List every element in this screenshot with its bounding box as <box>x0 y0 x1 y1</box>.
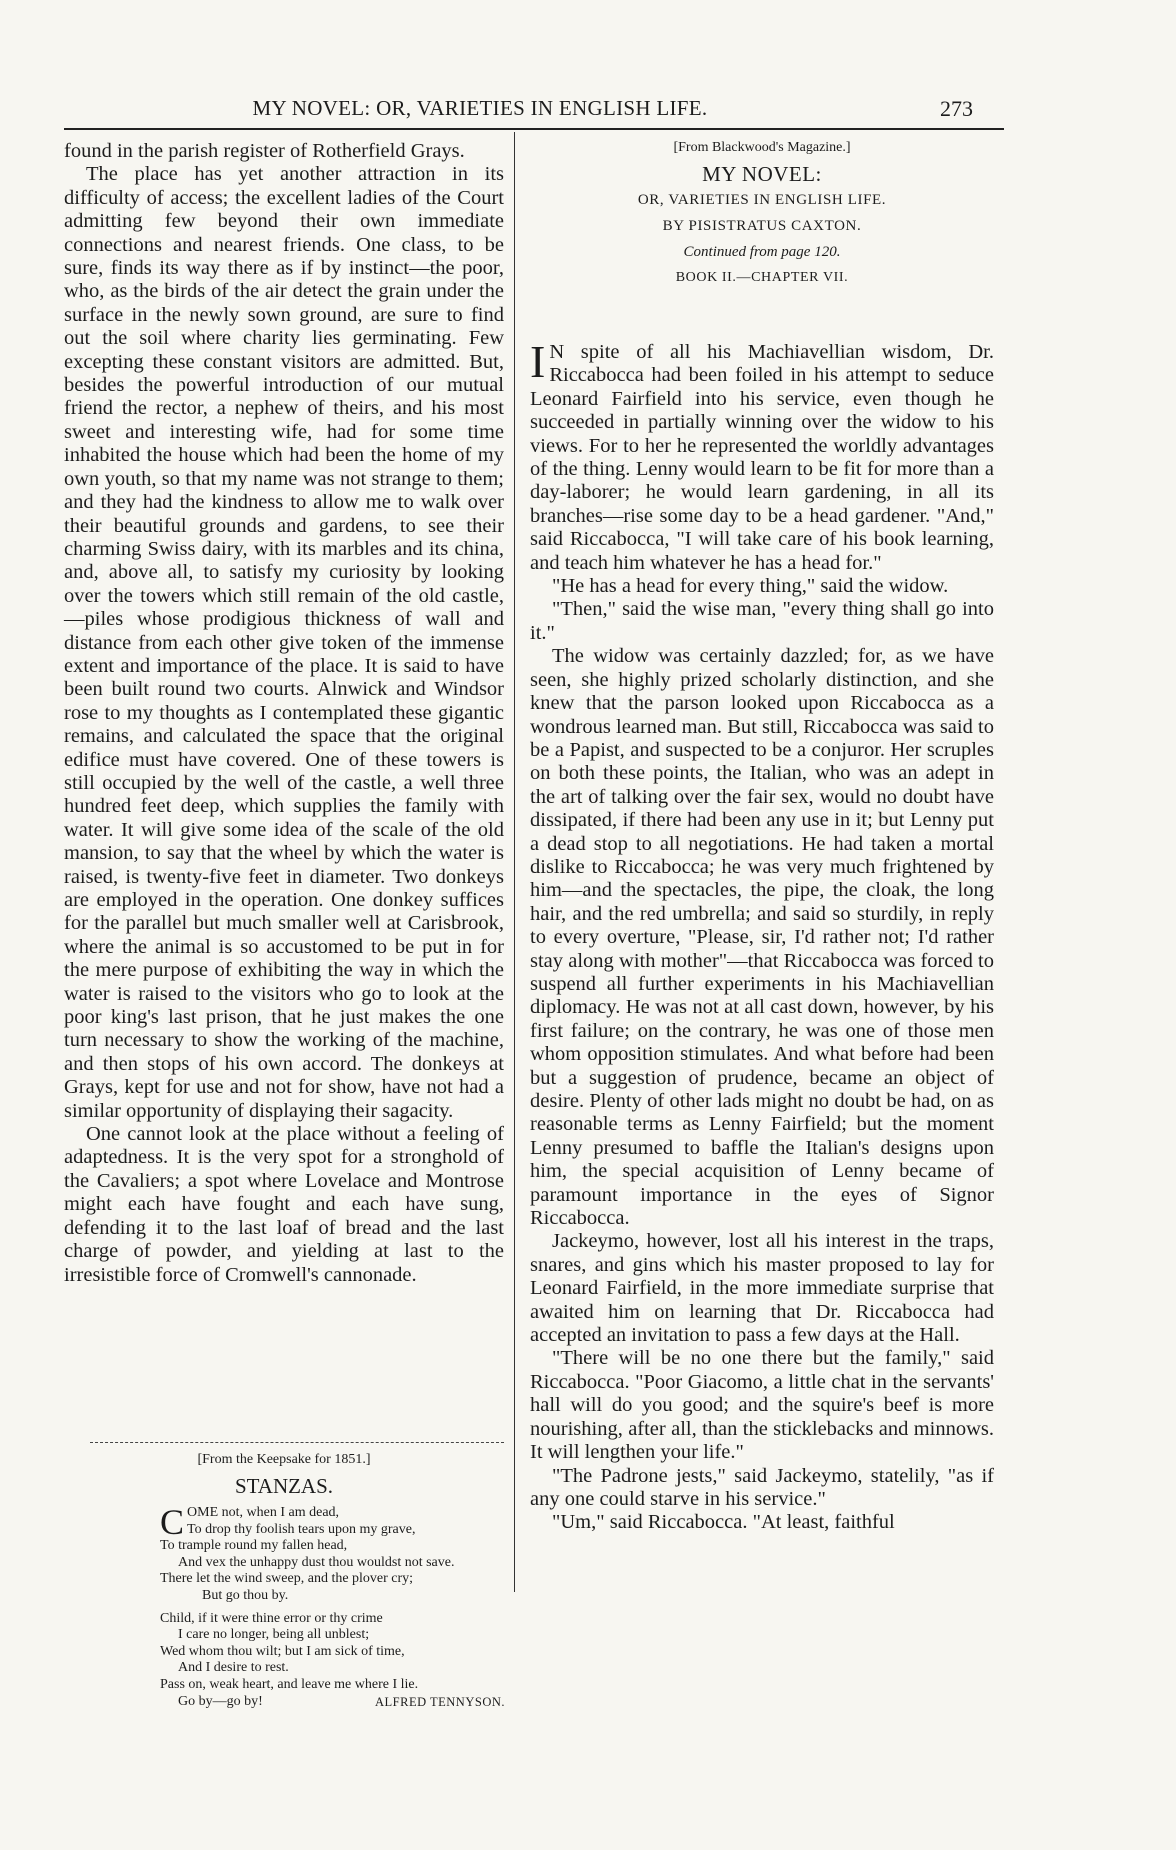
paragraph: found in the parish register of Rotherfield Grays. <box>64 140 465 162</box>
story-title: MY NOVEL: <box>702 162 822 186</box>
paragraph: One cannot look at the place without a feeling of adaptedness. It is the very spot for a stronghold of the Cavaliers; a spot where Lovelace and Montrose might each have fought and each have sung, defending it to the last loaf of bread and the last charge of powder, and yielding at last to the irresistible force of Cromwell's cannonade. <box>64 1123 504 1286</box>
poem-last-line: Go by—go by! <box>178 1693 263 1709</box>
continued-note: Continued from page 120. <box>683 244 841 260</box>
poem-signature-row <box>160 1694 505 1711</box>
poem-title: STANZAS. <box>234 1474 334 1498</box>
poem-line: COME not, when I am dead, <box>160 1502 340 1542</box>
paragraph: The widow was certainly dazzled; for, as we have seen, she highly prized scholarly distinction, and she knew that the parson looked upon Riccabocca as a wondrous learned man. But still, Riccabocca was said to be a Papist, and suspected to be a conjuror. Her scruples on both these points, the Italian, who was an adept in the art of talking over the fair sex, would no doubt have dissipated, if there had been any use in it; but Lenny put a dead stop to all negotiations. He had taken a mortal dislike to Riccabocca; he was very much frightened by him—and the spectacles, the pipe, the cloak, the long hair, and the red umbrella; and said so sturdily, in reply to every overture, "Please, sir, I'd rather not; I'd rather stay along with mother"—that Riccabocca was forced to suspend all further experiments in his Machiavellian diplomacy. He was not at all cast down, however, by his first failure; on the contrary, he was one of those men whom opposition stimulates. And what before had been but a suggestion of prudence, became an object of desire. Plenty of other lads might no doubt be had, on as reasonable terms as Lenny Fairfield; but the moment Lenny presumed to baffle the Italian's designs upon him, the special acquisition of Lenny became of paramount importance in the eyes of Signor Riccabocca. <box>530 645 994 1230</box>
paragraph: "The Padrone jests," said Jackeymo, statelily, "as if any one could starve in his service." <box>530 1464 994 1510</box>
page-number: 273 <box>940 96 973 121</box>
left-column-text <box>64 140 504 1287</box>
paragraph: The place has yet another attraction in its difficulty of access; the excellent ladies of the Court admitting few beyond their own immediate connections and nearest friends. One class, to be sure, finds its way there as if by instinct—the poor, who, as the birds of the air detect the grain under the surface in the newly sown ground, are sure to find out the soil where charity lies germinating. Few excepting these constant visitors are admitted. But, besides the powerful introduction of our mutual friend the rector, a nephew of theirs, and his most sweet and interesting wife, had for some time inhabited the house which had been the home of my own youth, so that my name was not strange to them; and they had the kindness to allow me to walk over their beautiful grounds and gardens, to see their charming Swiss dairy, with its marbles and its china, and, above all, to satisfy my curiosity by looking over the towers which still remain of the old castle,—piles whose prodigious thickness of wall and distance from each other give token of the immense extent and importance of the place. It is said to have been built round two courts. Alnwick and Windsor rose to my thoughts as I contemplated these gigantic remains, and calculated the space that the original edifice must have covered. One of these towers is still occupied by the well of the castle, a well three hundred feet deep, which supplies the family with water. It will give some idea of the scale of the old mansion, to say that the wheel by which the water is raised, is twenty-five feet in diameter. Two donkeys are employed in the operation. One donkey suffices for the parallel but much smaller well at Carisbrook, where the animal is so accustomed to be put in for the mere purpose of exhibiting the way in which the water is raised to the visitors who go to look at the poor king's last prison, that he just makes the one turn necessary to show the working of the machine, and then stops of his own accord. The donkeys at Grays, kept for use and not for show, have not had a similar opportunity of displaying their sagacity. <box>64 163 504 1122</box>
header-rule <box>64 128 1004 130</box>
poem-line: To trample round my fallen head, <box>160 1538 348 1554</box>
paragraph: I N spite of all his Machiavellian wisdom, Dr. Riccabocca had been foiled in his attempt to seduce Leonard Fairfield into his service, even though he succeeded in partially winning over the widow to his views. For to her he represented the worldly advantages of the thing. Lenny would learn to be fit for more than a day-laborer; he would learn gardening, in all its branches—rise some day to be a head gardener. "And," said Riccabocca, "I will take care of his book learning, and teach him whatever he has a head for." <box>530 336 994 574</box>
poem-line: I care no longer, being all unblest; <box>178 1627 370 1643</box>
poem-line: Wed whom thou wilt; but I am sick of time, <box>160 1643 405 1659</box>
poem-body <box>160 1502 520 1710</box>
poem-line: Child, if it were thine error or thy crime <box>160 1610 383 1626</box>
right-column-text <box>530 336 994 1535</box>
paragraph: "Then," said the wise man, "every thing shall go into it." <box>530 598 994 644</box>
poem-line: There let the wind sweep, and the plover cry; <box>160 1571 414 1587</box>
poem-line: To drop thy foolish tears upon my grave, <box>187 1521 416 1537</box>
poem-line: Pass on, weak heart, and leave me where I lie. <box>160 1676 419 1692</box>
story-source-note: [From Blackwood's Magazine.] <box>673 140 851 155</box>
poem-line: And I desire to rest. <box>178 1660 289 1676</box>
poem-line: But go thou by. <box>202 1587 289 1603</box>
column-divider <box>514 132 515 1592</box>
paragraph: "He has a head for every thing," said the widow. <box>552 575 949 598</box>
poem-line: And vex the unhappy dust thou wouldst not save. <box>178 1554 455 1570</box>
poem-author: ALFRED TENNYSON. <box>375 1694 505 1709</box>
story-byline: BY PISISTRATUS CAXTON. <box>662 218 862 234</box>
paragraph: Jackeymo, however, lost all his interest in the traps, snares, and gins which his master proposed to lay for Leonard Fairfield, in the more immediate surprise that awaited him on learning that Dr. Riccabocca had accepted an invitation to pass a few days at the Hall. <box>530 1230 994 1347</box>
story-subtitle: OR, VARIETIES IN ENGLISH LIFE. <box>637 192 887 208</box>
running-head-title: MY NOVEL: OR, VARIETIES IN ENGLISH LIFE. <box>252 96 708 120</box>
drop-initial: I <box>530 336 546 387</box>
paragraph: "Um," said Riccabocca. "At least, faithful <box>552 1511 895 1534</box>
section-dash-rule <box>90 1442 504 1443</box>
poem-dropcap: C <box>160 1502 185 1542</box>
chapter-heading: BOOK II.—CHAPTER VII. <box>675 270 849 285</box>
poem-source-note: [From the Keepsake for 1851.] <box>197 1452 371 1467</box>
paragraph: "There will be no one there but the family," said Riccabocca. "Poor Giacomo, a little chat in the servants' hall will do you good; and the squire's beef is more nourishing, after all, than the sticklebacks and minnows. It will lengthen your life." <box>530 1347 994 1464</box>
